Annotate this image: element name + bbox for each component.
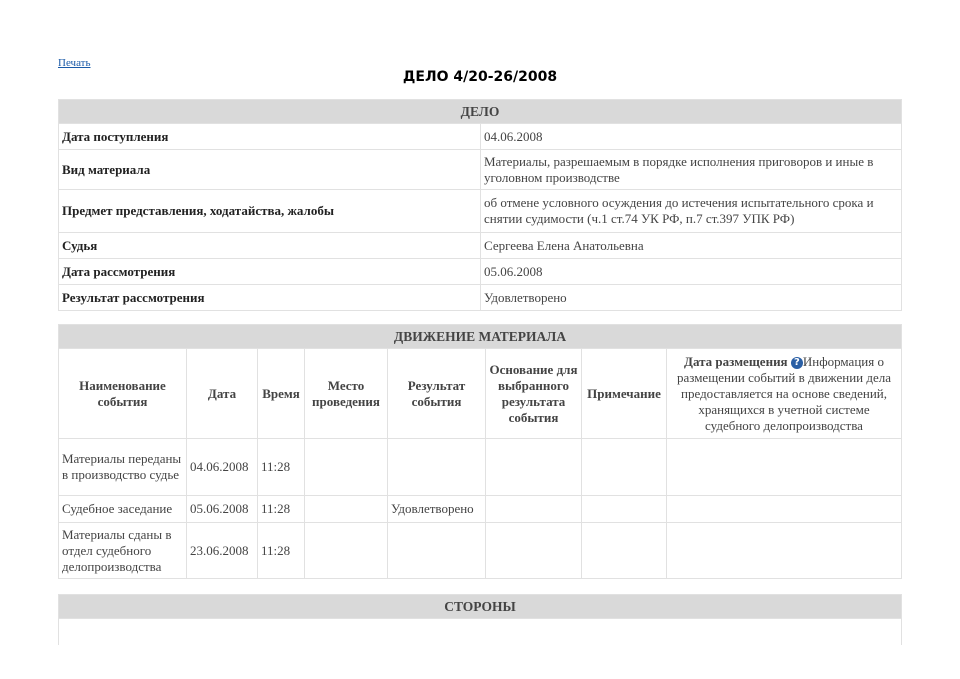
result-cell <box>388 523 486 579</box>
posted-cell <box>667 523 902 579</box>
table-row <box>59 233 902 259</box>
movement-table <box>58 324 902 579</box>
movement-section-header: ДВИЖЕНИЕ МАТЕРИАЛА <box>59 325 902 349</box>
case-value: Материалы, разрешаемым в порядке исполнения приговоров и иные в уголовном производстве <box>481 150 902 190</box>
event-cell: Материалы переданы в производство судье <box>59 439 187 496</box>
basis-cell <box>486 523 582 579</box>
table-row <box>59 259 902 285</box>
parties-body <box>59 619 902 646</box>
result-cell <box>388 439 486 496</box>
case-info-table <box>58 99 902 311</box>
place-cell <box>305 523 388 579</box>
case-value: Сергеева Елена Анатольевна <box>481 233 902 259</box>
table-row <box>59 285 902 311</box>
note-cell <box>582 439 667 496</box>
case-value: об отмене условного осуждения до истечения испытательного срока и снятии судимости (ч.1 ст.74 УК РФ, п.7 ст.397 УПК РФ) <box>481 190 902 233</box>
table-row <box>59 124 902 150</box>
column-header-place: Место проведения <box>305 349 388 439</box>
date-cell: 23.06.2008 <box>187 523 258 579</box>
time-cell: 11:28 <box>258 496 305 523</box>
parties-section-header: СТОРОНЫ <box>59 595 902 619</box>
parties-table <box>58 594 902 645</box>
case-value: 05.06.2008 <box>481 259 902 285</box>
event-cell: Судебное заседание <box>59 496 187 523</box>
table-row <box>59 496 902 523</box>
column-header-event: Наименование события <box>59 349 187 439</box>
print-link[interactable]: Печать <box>58 57 91 69</box>
column-header-posted <box>667 349 902 439</box>
case-value: 04.06.2008 <box>481 124 902 150</box>
case-label: Дата поступления <box>59 124 481 150</box>
event-cell: Материалы сданы в отдел судебного делопроизводства <box>59 523 187 579</box>
time-cell: 11:28 <box>258 439 305 496</box>
case-label: Вид материала <box>59 150 481 190</box>
column-header-time: Время <box>258 349 305 439</box>
note-cell <box>582 496 667 523</box>
place-cell <box>305 496 388 523</box>
place-cell <box>305 439 388 496</box>
posted-header-info: Информация о размещении событий в движении дела предоставляется на основе сведений, хранящихся в учетной системе судебного делопроизводства <box>676 353 892 433</box>
help-icon[interactable]: ? <box>791 357 803 369</box>
table-row <box>59 523 902 579</box>
case-label: Судья <box>59 233 481 259</box>
case-section-header: ДЕЛО <box>59 100 902 124</box>
column-header-date: Дата <box>187 349 258 439</box>
case-label: Результат рассмотрения <box>59 285 481 311</box>
basis-cell <box>486 439 582 496</box>
basis-cell <box>486 496 582 523</box>
page-title: ДЕЛО 4/20-26/2008 <box>402 69 558 85</box>
result-cell: Удовлетворено <box>388 496 486 523</box>
table-row <box>59 439 902 496</box>
time-cell: 11:28 <box>258 523 305 579</box>
date-cell: 05.06.2008 <box>187 496 258 523</box>
case-label: Предмет представления, ходатайства, жалобы <box>59 190 481 233</box>
note-cell <box>582 523 667 579</box>
table-row <box>59 150 902 190</box>
posted-cell <box>667 439 902 496</box>
table-row <box>59 190 902 233</box>
column-header-note: Примечание <box>582 349 667 439</box>
case-value: Удовлетворено <box>481 285 902 311</box>
column-header-basis: Основание для выбранного результата события <box>486 349 582 439</box>
date-cell: 04.06.2008 <box>187 439 258 496</box>
posted-header-label: Дата размещения <box>684 353 788 369</box>
case-label: Дата рассмотрения <box>59 259 481 285</box>
posted-cell <box>667 496 902 523</box>
column-header-result: Результат события <box>388 349 486 439</box>
